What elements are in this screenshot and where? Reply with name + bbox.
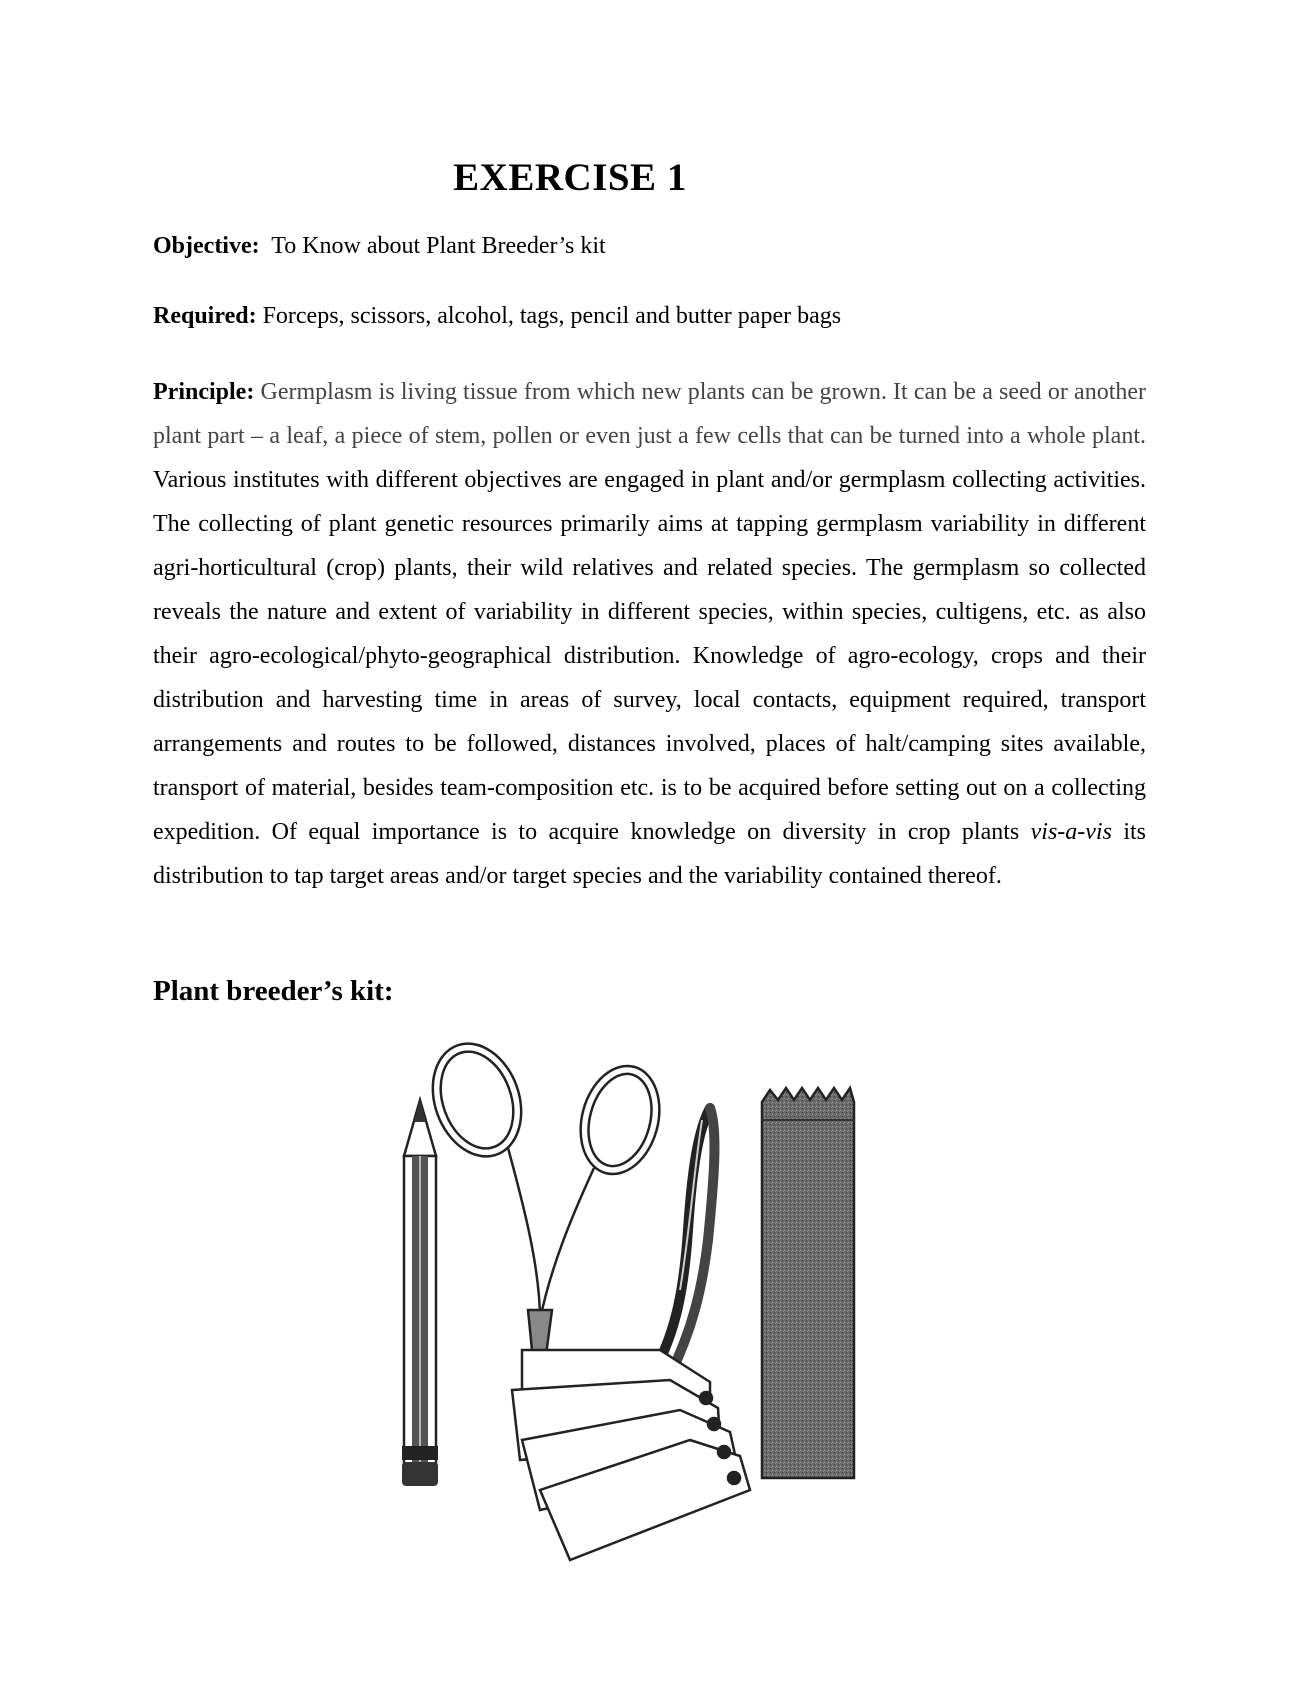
pencil-icon [402, 1100, 438, 1486]
objective-label: Objective: [153, 233, 260, 259]
butter-paper-bag-icon [762, 1088, 854, 1478]
kit-heading: Plant breeder’s kit: [153, 975, 394, 1007]
required-line [153, 303, 841, 330]
required-label: Required: [153, 303, 257, 329]
principle-label: Principle: [153, 379, 255, 405]
principle-end: its distribution to tap target areas and/or target species and the variability contained thereof. [153, 819, 1146, 889]
plant-breeder-kit-figure [240, 1030, 1080, 1590]
principle-body: Various institutes with different objectives are engaged in plant and/or germplasm collecting activities. The collecting of plant genetic resources primarily aims at tapping germplasm variability in different agri-horticultural (crop) plants, their wild relatives and related species. The germplasm so collected reveals the nature and extent of variability in different species, within species, cultigens, etc. as also their agro-ecological/phyto-geographical distribution. Knowledge of agro-ecology, crops and their distribution and harvesting time in areas of survey, local contacts, equipment required, transport arrangements and routes to be followed, distances involved, places of halt/camping sites available, transport of material, besides team-composition etc. is to be acquired before setting out on a collecting expedition. Of equal importance is to acquire knowledge on diversity in crop plants [153, 467, 1146, 845]
required-text: Forceps, scissors, alcohol, tags, pencil and butter paper bags [262, 303, 842, 329]
forceps-icon [655, 1108, 714, 1375]
principle-italic: vis-a-vis [1030, 819, 1112, 845]
page-title: EXERCISE 1 [453, 156, 687, 199]
objective-text: To Know about Plant Breeder’s kit [271, 233, 606, 259]
objective-line [153, 233, 606, 260]
principle-definition: Germplasm is living tissue from which new plants can be grown. It can be a seed or another plant part – a leaf, a piece of stem, pollen or even just a few cells that can be turned into a whole plant. [153, 379, 1147, 449]
tags-icon [512, 1350, 750, 1560]
principle-paragraph [153, 370, 1146, 898]
